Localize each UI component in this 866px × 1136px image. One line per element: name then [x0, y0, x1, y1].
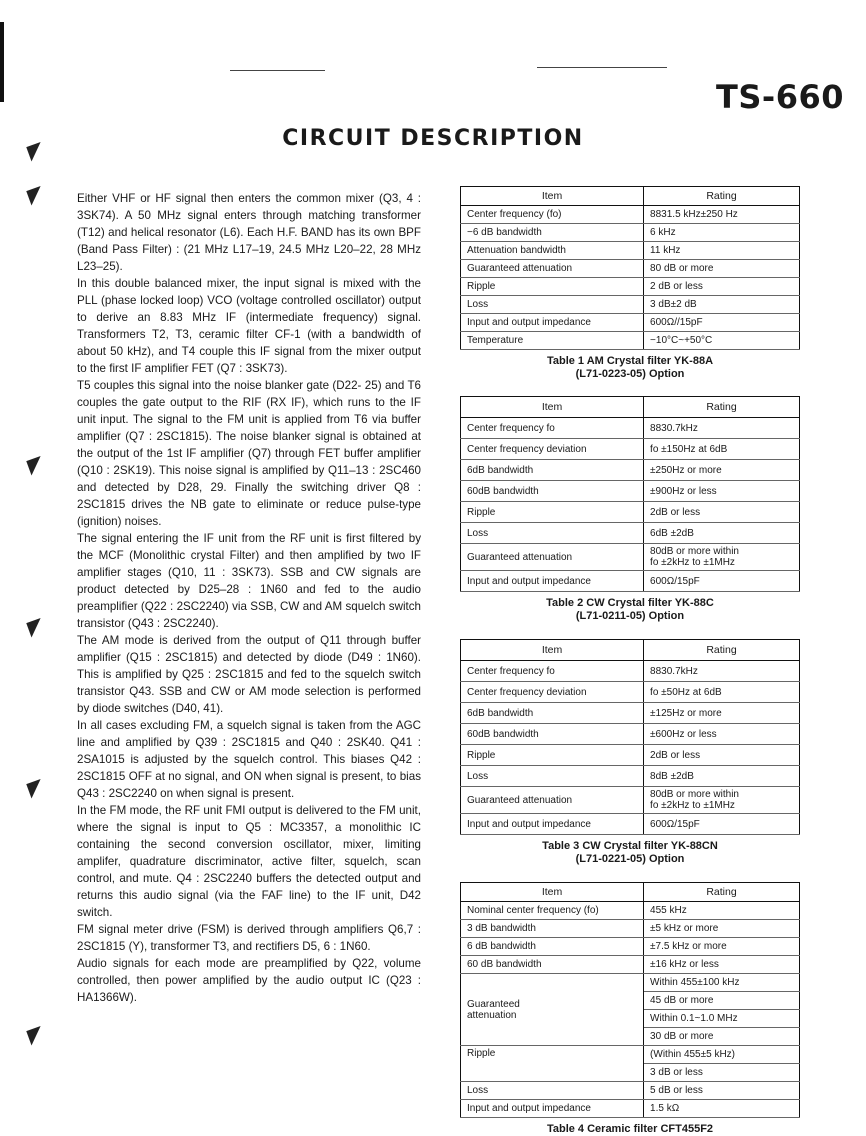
binder-hole-mark: ◤	[24, 614, 47, 640]
rating-cell: 8830.7kHz	[644, 418, 800, 439]
rating-line: fo ±2kHz to ±1MHz	[650, 800, 735, 811]
item-cell: Input and output impedance	[461, 571, 644, 592]
spec-table	[460, 186, 800, 350]
rating-cell: fo ±50Hz at 6dB	[644, 682, 800, 703]
table-caption	[460, 597, 800, 623]
table-row	[461, 439, 800, 460]
circuit-description-text	[77, 190, 421, 1006]
item-cell: Nominal center frequency (fo)	[461, 902, 644, 920]
caption-line: (L71-0221-05) Option	[575, 853, 685, 865]
table-row	[461, 1082, 800, 1100]
item-cell: Center frequency deviation	[461, 682, 644, 703]
rating-cell: 8830.7kHz	[644, 661, 800, 682]
rating-cell: 2dB or less	[644, 502, 800, 523]
item-cell: Input and output impedance	[461, 314, 644, 332]
rating-cell: 11 kHz	[644, 242, 800, 260]
rating-cell: 5 dB or less	[644, 1082, 800, 1100]
rating-cell: 600Ω/15pF	[644, 571, 800, 592]
spec-table	[460, 882, 800, 1118]
rating-cell: 3 dB±2 dB	[644, 296, 800, 314]
caption-line: Table 1 AM Crystal filter YK-88A	[546, 355, 714, 367]
table-ceramic-filter	[460, 882, 800, 1136]
rating-cell: −10°C~+50°C	[644, 332, 800, 350]
item-cell: 60dB bandwidth	[461, 481, 644, 502]
item-cell: Center frequency (fo)	[461, 206, 644, 224]
rating-cell: Within 0.1~1.0 MHz	[644, 1010, 800, 1028]
item-line: attenuation	[467, 1009, 517, 1021]
item-cell: 6 dB bandwidth	[461, 938, 644, 956]
table-row	[461, 1100, 800, 1118]
item-cell: Ripple	[461, 1046, 644, 1082]
caption-line: (L71-0223-05) Option	[575, 368, 685, 380]
item-cell: Guaranteed attenuation	[461, 787, 644, 814]
item-cell: 60 dB bandwidth	[461, 956, 644, 974]
column-header-item: Item	[461, 397, 644, 418]
column-header-rating: Rating	[644, 187, 800, 206]
rating-line: 80dB or more within	[650, 789, 739, 800]
caption-line: Table 2 CW Crystal filter YK-88C	[546, 597, 714, 609]
item-cell: Ripple	[461, 502, 644, 523]
item-cell: Loss	[461, 766, 644, 787]
table-row	[461, 724, 800, 745]
item-cell: −6 dB bandwidth	[461, 224, 644, 242]
table-caption	[460, 355, 800, 381]
table-row	[461, 703, 800, 724]
table-row	[461, 938, 800, 956]
page-title: CIRCUIT DESCRIPTION	[282, 126, 584, 151]
paragraph: FM signal meter drive (FSM) is derived through amplifiers Q6,7 : 2SC1815 (Y), transformer T3, and rectifiers D5, 6 : 1N60.	[77, 923, 421, 953]
rating-cell: 2 dB or less	[644, 278, 800, 296]
table-row	[461, 224, 800, 242]
rating-cell: ±16 kHz or less	[644, 956, 800, 974]
rating-cell: 455 kHz	[644, 902, 800, 920]
item-cell: Ripple	[461, 745, 644, 766]
header-rule-left	[230, 70, 325, 71]
table-am-crystal-filter	[460, 186, 800, 381]
column-header-rating: Rating	[644, 397, 800, 418]
paragraph: The signal entering the IF unit from the RF unit is first filtered by the MCF (Monolithic crystal Filter) and then amplified by two IF amplifier stages (Q10, 11 : 3SK73). SSB and CW signals are product detected by D25–28 : 1N60 and fed to the audio preamplifier (Q22 : 2SC2240) via SSB, CW and AM squelch switch transistor (Q43 : 2SC2240).	[77, 532, 421, 630]
column-header-item: Item	[461, 187, 644, 206]
paragraph: Either VHF or HF signal then enters the common mixer (Q3, 4 : 3SK74). A 50 MHz signal enters through matching transformer (T12) and helical resonator (L6). Each H.F. BAND has its own BPF (Band Pass Filter) : (21 MHz L17–19, 24.5 MHz L20–22, 28 MHz L23–25).	[77, 192, 421, 273]
binder-hole-mark: ◤	[24, 452, 47, 478]
column-header-rating: Rating	[644, 640, 800, 661]
caption-line: Table 4 Ceramic filter CFT455F2	[546, 1123, 714, 1135]
item-cell	[461, 974, 644, 1046]
paragraph: T5 couples this signal into the noise blanker gate (D22- 25) and T6 couples the gate output to the RIF (RX IF), which runs to the IF unit input. The signal to the FM unit is applied from T6 via buffer amplifier (Q7 : 2SC1815). The noise blanker signal is obtained at the output of the 1st IF amplifier (Q7) through FET buffer amplifier (Q10 : 2SK19). This noise signal is amplified by Q11–13 : 2SC460 and detected by D28, 29. Finally the switching driver Q8 : 2SC1815 drives the NB gate to eliminate or reduce pulse-type (ignition) noises.	[77, 379, 421, 528]
item-cell: Center frequency deviation	[461, 439, 644, 460]
rating-cell: ±7.5 kHz or more	[644, 938, 800, 956]
rating-cell: 2dB or less	[644, 745, 800, 766]
table-row	[461, 314, 800, 332]
item-line: Guaranteed	[467, 998, 520, 1010]
item-cell: Center frequency fo	[461, 418, 644, 439]
item-cell: 3 dB bandwidth	[461, 920, 644, 938]
rating-cell	[644, 787, 800, 814]
rating-cell: 8831.5 kHz±250 Hz	[644, 206, 800, 224]
table-row	[461, 787, 800, 814]
item-cell: 60dB bandwidth	[461, 724, 644, 745]
table-row	[461, 481, 800, 502]
rating-cell: 30 dB or more	[644, 1028, 800, 1046]
rating-cell: ±900Hz or less	[644, 481, 800, 502]
item-cell: Temperature	[461, 332, 644, 350]
item-cell: 6dB bandwidth	[461, 703, 644, 724]
item-cell: 6dB bandwidth	[461, 460, 644, 481]
table-caption	[460, 840, 800, 866]
spec-table	[460, 396, 800, 592]
table-row	[461, 460, 800, 481]
paragraph: Audio signals for each mode are preamplified by Q22, volume controlled, then power amplified by the audio output IC (Q23 : HA1366W).	[77, 957, 421, 1004]
rating-cell: Within 455±100 kHz	[644, 974, 800, 992]
rating-cell: 600Ω/15pF	[644, 814, 800, 835]
rating-cell: ±250Hz or more	[644, 460, 800, 481]
table-row	[461, 206, 800, 224]
table-row	[461, 956, 800, 974]
rating-cell: 6dB ±2dB	[644, 523, 800, 544]
item-cell: Guaranteed attenuation	[461, 260, 644, 278]
table-row	[461, 523, 800, 544]
table-row	[461, 902, 800, 920]
header-rule-right	[537, 67, 667, 68]
paragraph: In all cases excluding FM, a squelch signal is taken from the AGC line and amplified by Q39 : 2SC1815 and Q40 : 2SK40. Q41 : 2SA1015 is adjusted by the squelch control. This biases Q42 : 2SC1815 OFF at no signal, and ON when signal is present, to bias Q43 : 2SC2240 on when signal is present.	[77, 719, 421, 800]
rating-line: fo ±2kHz to ±1MHz	[650, 557, 735, 568]
item-cell: Center frequency fo	[461, 661, 644, 682]
column-header-item: Item	[461, 883, 644, 902]
rating-cell: 3 dB or less	[644, 1064, 800, 1082]
rating-cell	[644, 544, 800, 571]
table-row	[461, 920, 800, 938]
table-row	[461, 296, 800, 314]
rating-cell: (Within 455±5 kHz)	[644, 1046, 800, 1064]
paragraph: In the FM mode, the RF unit FMI output is delivered to the FM unit, where the signal is input to Q5 : MC3357, a monolithic IC containing the second conversion oscillator, mixer, limiting amplifer, quadrature discriminator, active filter, squelch, scan control, and mute. Q4 : 2SC2240 buffers the detected output and returns this audio signal (via the FAF line) to the IF unit, D42 switch.	[77, 804, 421, 919]
caption-line: Table 3 CW Crystal filter YK-88CN	[542, 840, 718, 852]
table-row	[461, 502, 800, 523]
table-row	[461, 242, 800, 260]
table-row	[461, 682, 800, 703]
binder-hole-mark: ◤	[24, 138, 47, 164]
rating-cell: fo ±150Hz at 6dB	[644, 439, 800, 460]
rating-cell: 8dB ±2dB	[644, 766, 800, 787]
rating-cell: ±5 kHz or more	[644, 920, 800, 938]
table-row	[461, 278, 800, 296]
item-cell: Input and output impedance	[461, 1100, 644, 1118]
rating-cell: 600Ω//15pF	[644, 314, 800, 332]
rating-cell: 80 dB or more	[644, 260, 800, 278]
paragraph: The AM mode is derived from the output of Q11 through buffer amplifier (Q15 : 2SC1815) and detected by diode (D49 : 1N60). This is amplified by Q25 : 2SC1815 and fed to the squelch switch transistor Q43. SSB and CW or AM mode selection is performed by diode switches (D40, 41).	[77, 634, 421, 715]
item-cell: Input and output impedance	[461, 814, 644, 835]
table-cw-crystal-filter-88cn	[460, 639, 800, 866]
item-cell: Loss	[461, 1082, 644, 1100]
rating-cell: ±125Hz or more	[644, 703, 800, 724]
item-cell: Attenuation bandwidth	[461, 242, 644, 260]
rating-cell: 6 kHz	[644, 224, 800, 242]
item-cell: Ripple	[461, 278, 644, 296]
table-cw-crystal-filter-88c	[460, 396, 800, 623]
table-row	[461, 814, 800, 835]
model-number: TS-660	[716, 78, 844, 116]
binder-hole-mark: ◤	[24, 1022, 47, 1048]
table-row	[461, 544, 800, 571]
table-row	[461, 571, 800, 592]
item-cell: Guaranteed attenuation	[461, 544, 644, 571]
binder-hole-mark: ◤	[24, 182, 47, 208]
table-row	[461, 745, 800, 766]
rating-cell: 45 dB or more	[644, 992, 800, 1010]
table-row	[461, 418, 800, 439]
table-row	[461, 974, 800, 992]
paragraph: In this double balanced mixer, the input signal is mixed with the PLL (phase locked loop) VCO (voltage controlled oscillator) output to derive an 8.83 MHz IF (intermediate frequency) signal. Transformers T2, T3, ceramic filter CF-1 (with a bandwidth of about 50 kHz), and T4 couple this IF signal from the mixer output to the first IF amplifier FET (Q7 : 3SK73).	[77, 277, 421, 375]
table-row	[461, 766, 800, 787]
rating-line: 80dB or more within	[650, 546, 739, 557]
table-caption	[460, 1123, 800, 1136]
binder-hole-mark: ◤	[24, 775, 47, 801]
item-cell: Loss	[461, 296, 644, 314]
binding-edge	[0, 22, 4, 102]
column-header-item: Item	[461, 640, 644, 661]
spec-table	[460, 639, 800, 835]
table-row	[461, 1046, 800, 1064]
table-row	[461, 332, 800, 350]
rating-cell: ±600Hz or less	[644, 724, 800, 745]
table-row	[461, 260, 800, 278]
rating-cell: 1.5 kΩ	[644, 1100, 800, 1118]
column-header-rating: Rating	[644, 883, 800, 902]
table-row	[461, 661, 800, 682]
caption-line: (L71-0211-05) Option	[575, 610, 685, 622]
item-cell: Loss	[461, 523, 644, 544]
